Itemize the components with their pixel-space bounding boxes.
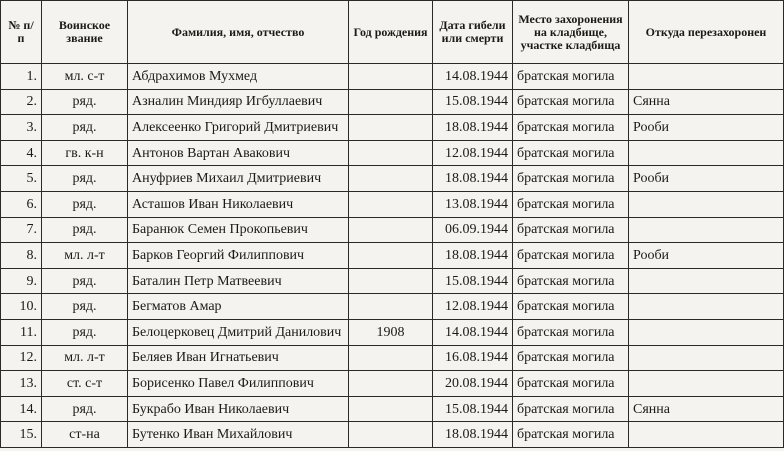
header-reburied-from: Откуда перезахоронен (629, 1, 784, 64)
table-row (1, 345, 784, 371)
header-birth-year: Год рождения (349, 1, 433, 64)
table-row (1, 191, 784, 217)
cell-birth-year (349, 115, 433, 141)
cell-reburied-from (629, 268, 784, 294)
cell-reburied-from (629, 64, 784, 90)
cell-number: 11. (1, 319, 42, 345)
cell-burial-place: братская могила (513, 294, 629, 320)
header-rank: Воинское звание (42, 1, 128, 64)
cell-reburied-from: Рооби (629, 115, 784, 141)
cell-full-name: Барков Георгий Филиппович (128, 243, 349, 269)
cell-death-date: 12.08.1944 (433, 140, 513, 166)
table-row (1, 371, 784, 397)
cell-reburied-from (629, 294, 784, 320)
cell-full-name: Букрабо Иван Николаевич (128, 396, 349, 422)
table-row (1, 422, 784, 448)
header-full-name: Фамилия, имя, отчество (128, 1, 349, 64)
cell-number: 8. (1, 243, 42, 269)
cell-burial-place: братская могила (513, 422, 629, 448)
cell-rank: ряд. (42, 396, 128, 422)
cell-full-name: Асташов Иван Николаевич (128, 191, 349, 217)
cell-reburied-from (629, 422, 784, 448)
cell-birth-year (349, 89, 433, 115)
cell-rank: ряд. (42, 268, 128, 294)
cell-death-date: 15.08.1944 (433, 268, 513, 294)
cell-rank: ст. с-т (42, 371, 128, 397)
cell-burial-place: братская могила (513, 345, 629, 371)
cell-full-name: Алексеенко Григорий Дмитриевич (128, 115, 349, 141)
cell-reburied-from: Сянна (629, 89, 784, 115)
cell-burial-place: братская могила (513, 64, 629, 90)
table-row (1, 268, 784, 294)
cell-death-date: 16.08.1944 (433, 345, 513, 371)
cell-birth-year (349, 268, 433, 294)
header-death-date: Дата гибели или смерти (433, 1, 513, 64)
cell-birth-year: 1908 (349, 319, 433, 345)
cell-rank: мл. с-т (42, 64, 128, 90)
cell-death-date: 06.09.1944 (433, 217, 513, 243)
cell-birth-year (349, 243, 433, 269)
header-burial-place: Место захоронения на кладбище, участке кладбища (513, 1, 629, 64)
cell-burial-place: братская могила (513, 217, 629, 243)
cell-birth-year (349, 294, 433, 320)
cell-reburied-from: Рооби (629, 243, 784, 269)
cell-rank: гв. к-н (42, 140, 128, 166)
table-row (1, 243, 784, 269)
cell-number: 2. (1, 89, 42, 115)
cell-burial-place: братская могила (513, 319, 629, 345)
cell-burial-place: братская могила (513, 115, 629, 141)
cell-rank: мл. л-т (42, 243, 128, 269)
cell-death-date: 18.08.1944 (433, 115, 513, 141)
cell-full-name: Ануфриев Михаил Дмитриевич (128, 166, 349, 192)
cell-full-name: Бегматов Амар (128, 294, 349, 320)
cell-number: 15. (1, 422, 42, 448)
cell-rank: мл. л-т (42, 345, 128, 371)
cell-death-date: 13.08.1944 (433, 191, 513, 217)
cell-number: 4. (1, 140, 42, 166)
cell-number: 7. (1, 217, 42, 243)
cell-death-date: 20.08.1944 (433, 371, 513, 397)
table-row (1, 294, 784, 320)
header-row (1, 1, 784, 64)
cell-full-name: Беляев Иван Игнатьевич (128, 345, 349, 371)
cell-reburied-from (629, 319, 784, 345)
cell-number: 5. (1, 166, 42, 192)
cell-burial-place: братская могила (513, 89, 629, 115)
cell-death-date: 14.08.1944 (433, 319, 513, 345)
cell-number: 10. (1, 294, 42, 320)
cell-birth-year (349, 191, 433, 217)
cell-rank: ст-на (42, 422, 128, 448)
cell-birth-year (349, 345, 433, 371)
header-number: № п/п (1, 1, 42, 64)
table-row (1, 115, 784, 141)
table-row (1, 319, 784, 345)
cell-full-name: Баталин Петр Матвеевич (128, 268, 349, 294)
cell-number: 3. (1, 115, 42, 141)
table-row (1, 89, 784, 115)
cell-full-name: Баранюк Семен Прокопьевич (128, 217, 349, 243)
table-row (1, 166, 784, 192)
cell-full-name: Антонов Вартан Авакович (128, 140, 349, 166)
cell-burial-place: братская могила (513, 243, 629, 269)
cell-death-date: 18.08.1944 (433, 422, 513, 448)
cell-death-date: 18.08.1944 (433, 243, 513, 269)
cell-number: 9. (1, 268, 42, 294)
cell-birth-year (349, 396, 433, 422)
cell-death-date: 12.08.1944 (433, 294, 513, 320)
cell-death-date: 14.08.1944 (433, 64, 513, 90)
cell-rank: ряд. (42, 89, 128, 115)
cell-reburied-from (629, 217, 784, 243)
cell-death-date: 18.08.1944 (433, 166, 513, 192)
cell-burial-place: братская могила (513, 268, 629, 294)
cell-birth-year (349, 64, 433, 90)
cell-number: 1. (1, 64, 42, 90)
cell-rank: ряд. (42, 166, 128, 192)
cell-birth-year (349, 371, 433, 397)
cell-rank: ряд. (42, 319, 128, 345)
cell-reburied-from (629, 140, 784, 166)
cell-number: 14. (1, 396, 42, 422)
table-row (1, 64, 784, 90)
table-body (1, 64, 784, 448)
cell-full-name: Борисенко Павел Филиппович (128, 371, 349, 397)
cell-rank: ряд. (42, 191, 128, 217)
cell-birth-year (349, 422, 433, 448)
cell-reburied-from (629, 371, 784, 397)
table-row (1, 396, 784, 422)
cell-full-name: Бутенко Иван Михайлович (128, 422, 349, 448)
cell-death-date: 15.08.1944 (433, 396, 513, 422)
cell-reburied-from: Рооби (629, 166, 784, 192)
table-row (1, 140, 784, 166)
cell-burial-place: братская могила (513, 371, 629, 397)
cell-number: 6. (1, 191, 42, 217)
cell-full-name: Азналин Миндияр Игбуллаевич (128, 89, 349, 115)
cell-number: 13. (1, 371, 42, 397)
cell-full-name: Абдрахимов Мухмед (128, 64, 349, 90)
table-header (1, 1, 784, 64)
cell-reburied-from: Сянна (629, 396, 784, 422)
cell-burial-place: братская могила (513, 396, 629, 422)
cell-rank: ряд. (42, 115, 128, 141)
cell-burial-place: братская могила (513, 140, 629, 166)
table-row (1, 217, 784, 243)
cell-rank: ряд. (42, 217, 128, 243)
cell-rank: ряд. (42, 294, 128, 320)
cell-birth-year (349, 166, 433, 192)
cell-birth-year (349, 140, 433, 166)
cell-number: 12. (1, 345, 42, 371)
cell-reburied-from (629, 345, 784, 371)
cell-birth-year (349, 217, 433, 243)
cell-burial-place: братская могила (513, 191, 629, 217)
cell-burial-place: братская могила (513, 166, 629, 192)
cell-full-name: Белоцерковец Дмитрий Данилович (128, 319, 349, 345)
cell-death-date: 15.08.1944 (433, 89, 513, 115)
cell-reburied-from (629, 191, 784, 217)
